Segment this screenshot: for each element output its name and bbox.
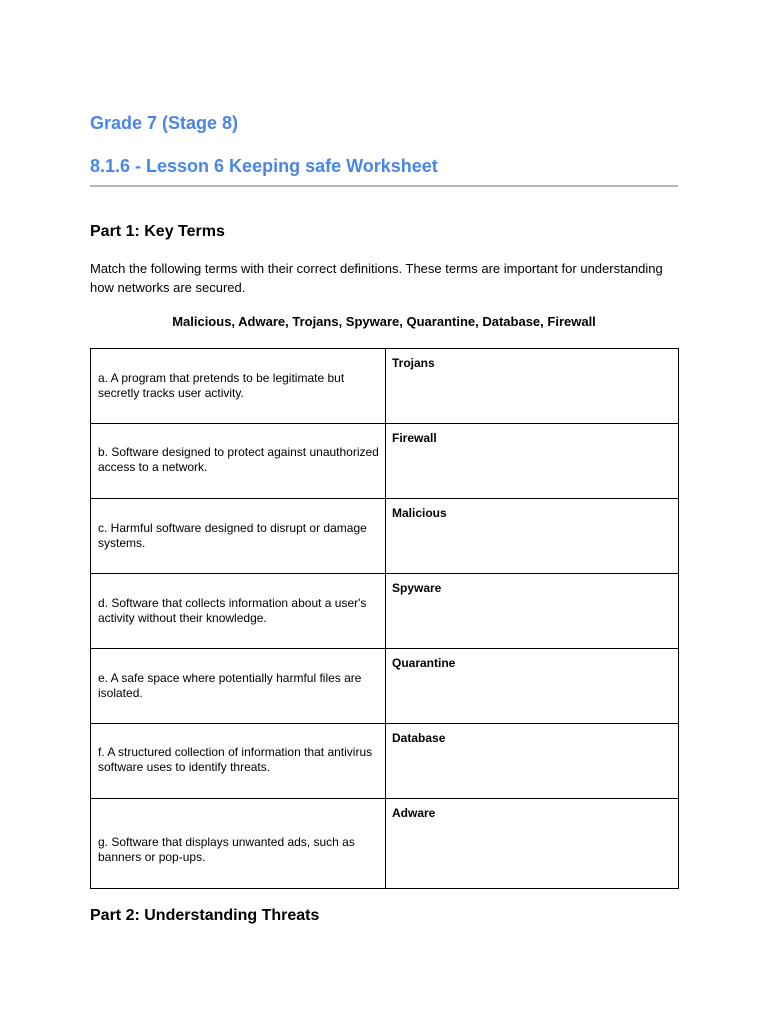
answer-text: Database <box>392 731 446 745</box>
answer-cell[interactable] <box>386 499 679 574</box>
part2-heading: Part 2: Understanding Threats <box>90 907 320 924</box>
definition-text: a. A program that pretends to be legitimate but secretly tracks user activity. <box>98 371 345 400</box>
table-row <box>91 574 679 649</box>
part1-instructions: Match the following terms with their correct definitions. These terms are important for understanding how networks are secured. <box>90 261 663 295</box>
key-terms-list: Malicious, Adware, Trojans, Spyware, Quarantine, Database, Firewall <box>172 314 596 329</box>
lesson-title: 8.1.6 - Lesson 6 Keeping safe Worksheet <box>90 156 438 176</box>
table-row <box>91 724 679 799</box>
definition-text: b. Software designed to protect against unauthorized access to a network. <box>98 445 379 474</box>
answer-text: Trojans <box>392 356 435 370</box>
answer-cell[interactable] <box>386 799 679 889</box>
definition-cell <box>91 424 386 499</box>
answer-text: Adware <box>392 806 436 820</box>
table-row <box>91 499 679 574</box>
table-row <box>91 799 679 889</box>
definition-text: c. Harmful software designed to disrupt or damage systems. <box>98 521 367 550</box>
table-row <box>91 424 679 499</box>
answer-text: Quarantine <box>392 656 456 670</box>
definition-cell <box>91 349 386 424</box>
definition-text: d. Software that collects information about a user's activity without their knowledge. <box>98 596 367 625</box>
definition-text: g. Software that displays unwanted ads, such as banners or pop-ups. <box>98 835 355 864</box>
answer-cell[interactable] <box>386 649 679 724</box>
title-divider <box>90 185 678 187</box>
grade-heading: Grade 7 (Stage 8) <box>90 113 239 133</box>
definition-cell <box>91 499 386 574</box>
definition-cell <box>91 799 386 889</box>
answer-cell[interactable] <box>386 724 679 799</box>
answer-cell[interactable] <box>386 574 679 649</box>
definition-cell <box>91 574 386 649</box>
definition-text: e. A safe space where potentially harmful files are isolated. <box>98 671 362 700</box>
table-row <box>91 349 679 424</box>
table-row <box>91 649 679 724</box>
answer-text: Firewall <box>392 431 437 445</box>
definition-text: f. A structured collection of information that antivirus software uses to identify threats. <box>98 745 373 774</box>
definition-cell <box>91 724 386 799</box>
answer-cell[interactable] <box>386 424 679 499</box>
matching-table <box>90 348 679 889</box>
answer-text: Malicious <box>392 506 447 520</box>
part1-heading: Part 1: Key Terms <box>90 223 225 240</box>
answer-text: Spyware <box>392 581 442 595</box>
definition-cell <box>91 649 386 724</box>
answer-cell[interactable] <box>386 349 679 424</box>
